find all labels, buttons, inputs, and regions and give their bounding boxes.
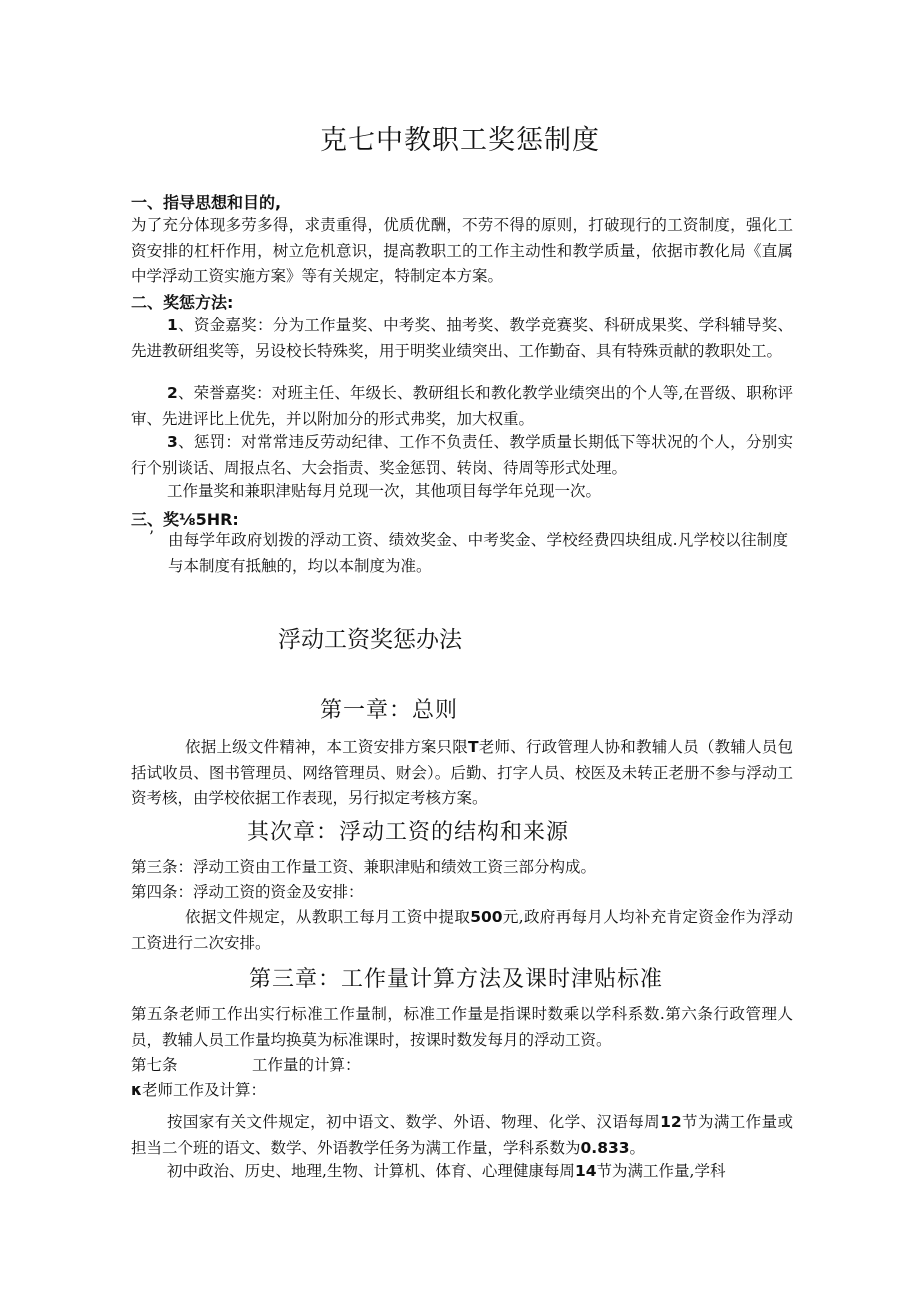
section1-body: 为了充分体现多劳多得，求责重得，优质优酬，不劳不得的原则，打破现行的工资制度，强化工资安排的杠杆作用，树立危机意识，提高教职工的工作主动性和教学质量，依据市教化局《直属中学浮动工资实施方案》等有关规定，特制定本方案。	[131, 216, 793, 285]
text-run: 节为满工作量或担当二个班的语文、数学、外语教学任务为满工作量，学科系数为	[131, 1113, 793, 1157]
text-run: 节为满工作量,学科	[596, 1162, 726, 1180]
item-text: 、资金嘉奖：分为工作量奖、中考奖、抽考奖、教学竞赛奖、科研成果奖、学科辅导奖、先进教研组奖等，另设校长特殊奖，用于明奖业绩突出、工作勤奋、具有特殊贡献的教职处工。	[131, 316, 793, 360]
bold-run: 14	[574, 1162, 597, 1180]
item-number: 3	[167, 433, 178, 451]
section2-item-2	[131, 381, 793, 432]
bold-run: 500	[470, 908, 503, 926]
section1-heading: 一、指导思想和目的,	[131, 193, 282, 212]
bold-run: T	[467, 738, 479, 756]
chapter1-title: 第一章：总则	[320, 698, 459, 723]
bold-run: 0.833	[580, 1138, 630, 1157]
text-run: 初中政治、历史、地理,生物、计算机、体育、心理健康每周	[167, 1162, 575, 1180]
chapter3-title: 第三章：工作量计算方法及课时津贴标准	[249, 967, 664, 992]
section3-heading: 三、奖⅛5HR:	[131, 510, 239, 529]
item-number: 2	[167, 384, 178, 402]
text-run: 老师工作及计算：	[142, 1081, 267, 1099]
article-4: 第四条：浮动工资的资金及安排：	[131, 883, 364, 901]
section2-note: 工作量奖和兼职津贴每月兑现一次，其他项目每学年兑现一次。	[167, 482, 602, 500]
section3-mark: ’	[149, 528, 154, 546]
chapter3-para-2	[131, 1159, 793, 1185]
section3-body: 由每学年政府划拨的浮动工资、绩效奖金、中考奖金、学校经费四块组成.凡学校以往制度与本制度有抵触的，均以本制度为准。	[168, 531, 788, 575]
bold-run: κ	[131, 1081, 143, 1099]
chapter3-para-1	[131, 1110, 793, 1161]
chapter1-body	[131, 735, 793, 812]
subtitle: 浮动工资奖惩办法	[278, 627, 462, 653]
text-run: 老师、行政管理人协和教辅人员（教辅人员包括试收员、图书管理员、网络管理员、财会）。后勤、打字人员、校医及未转正老册不参与浮动工资考核，由学校依据工作表现，另行拟定考核方案。	[131, 738, 793, 807]
section2-heading: 二、奖惩方法:	[131, 293, 234, 312]
chapter2-title: 其次章：浮动工资的结构和来源	[247, 820, 570, 845]
item-text: 、荣誉嘉奖：对班主任、年级长、教研组长和教化教学业绩突出的个人等,在晋级、职称评审、先进评比上优先，并以附加分的形式弗奖，加大权重。	[131, 384, 793, 428]
text-run: 按国家有关文件规定，初中语文、数学、外语、物理、化学、汉语每周	[167, 1113, 661, 1131]
item-number: 1	[167, 316, 178, 334]
article-7-label: 第七条	[131, 1056, 178, 1074]
k-heading	[131, 1078, 266, 1100]
text-run: 元,政府再每月人均补充肯定资金作为浮动工资进行二次安排。	[131, 908, 793, 952]
section2-item-1	[131, 313, 793, 364]
article-7-text: 工作量的计算：	[252, 1056, 361, 1074]
article-5-6: 第五条老师工作出实行标准工作量制，标准工作量是指课时数乘以学科系数.第六条行政管理人员，教辅人员工作量均换莫为标准课时，按课时数发每月的浮动工资。	[131, 1005, 793, 1049]
bold-run: 12	[660, 1113, 682, 1131]
text-run: 。	[629, 1138, 646, 1157]
text-run: 依据上级文件精神，本工资安排方案只限	[185, 738, 468, 756]
section2-item-3	[131, 430, 793, 481]
chapter2-body	[131, 905, 793, 956]
item-text: 、惩罚：对常常违反劳动纪律、工作不负责任、教学质量长期低下等状况的个人，分别实行个别谈话、周报点名、大会指责、奖金惩罚、转岗、待周等形式处理。	[131, 433, 793, 477]
article-3: 第三条：浮动工资由工作量工资、兼职津贴和绩效工资三部分构成。	[131, 858, 597, 876]
text-run: 依据文件规定，从教职工每月工资中提取	[185, 908, 471, 926]
document-title: 克七中教职工奖惩制度	[320, 125, 600, 156]
